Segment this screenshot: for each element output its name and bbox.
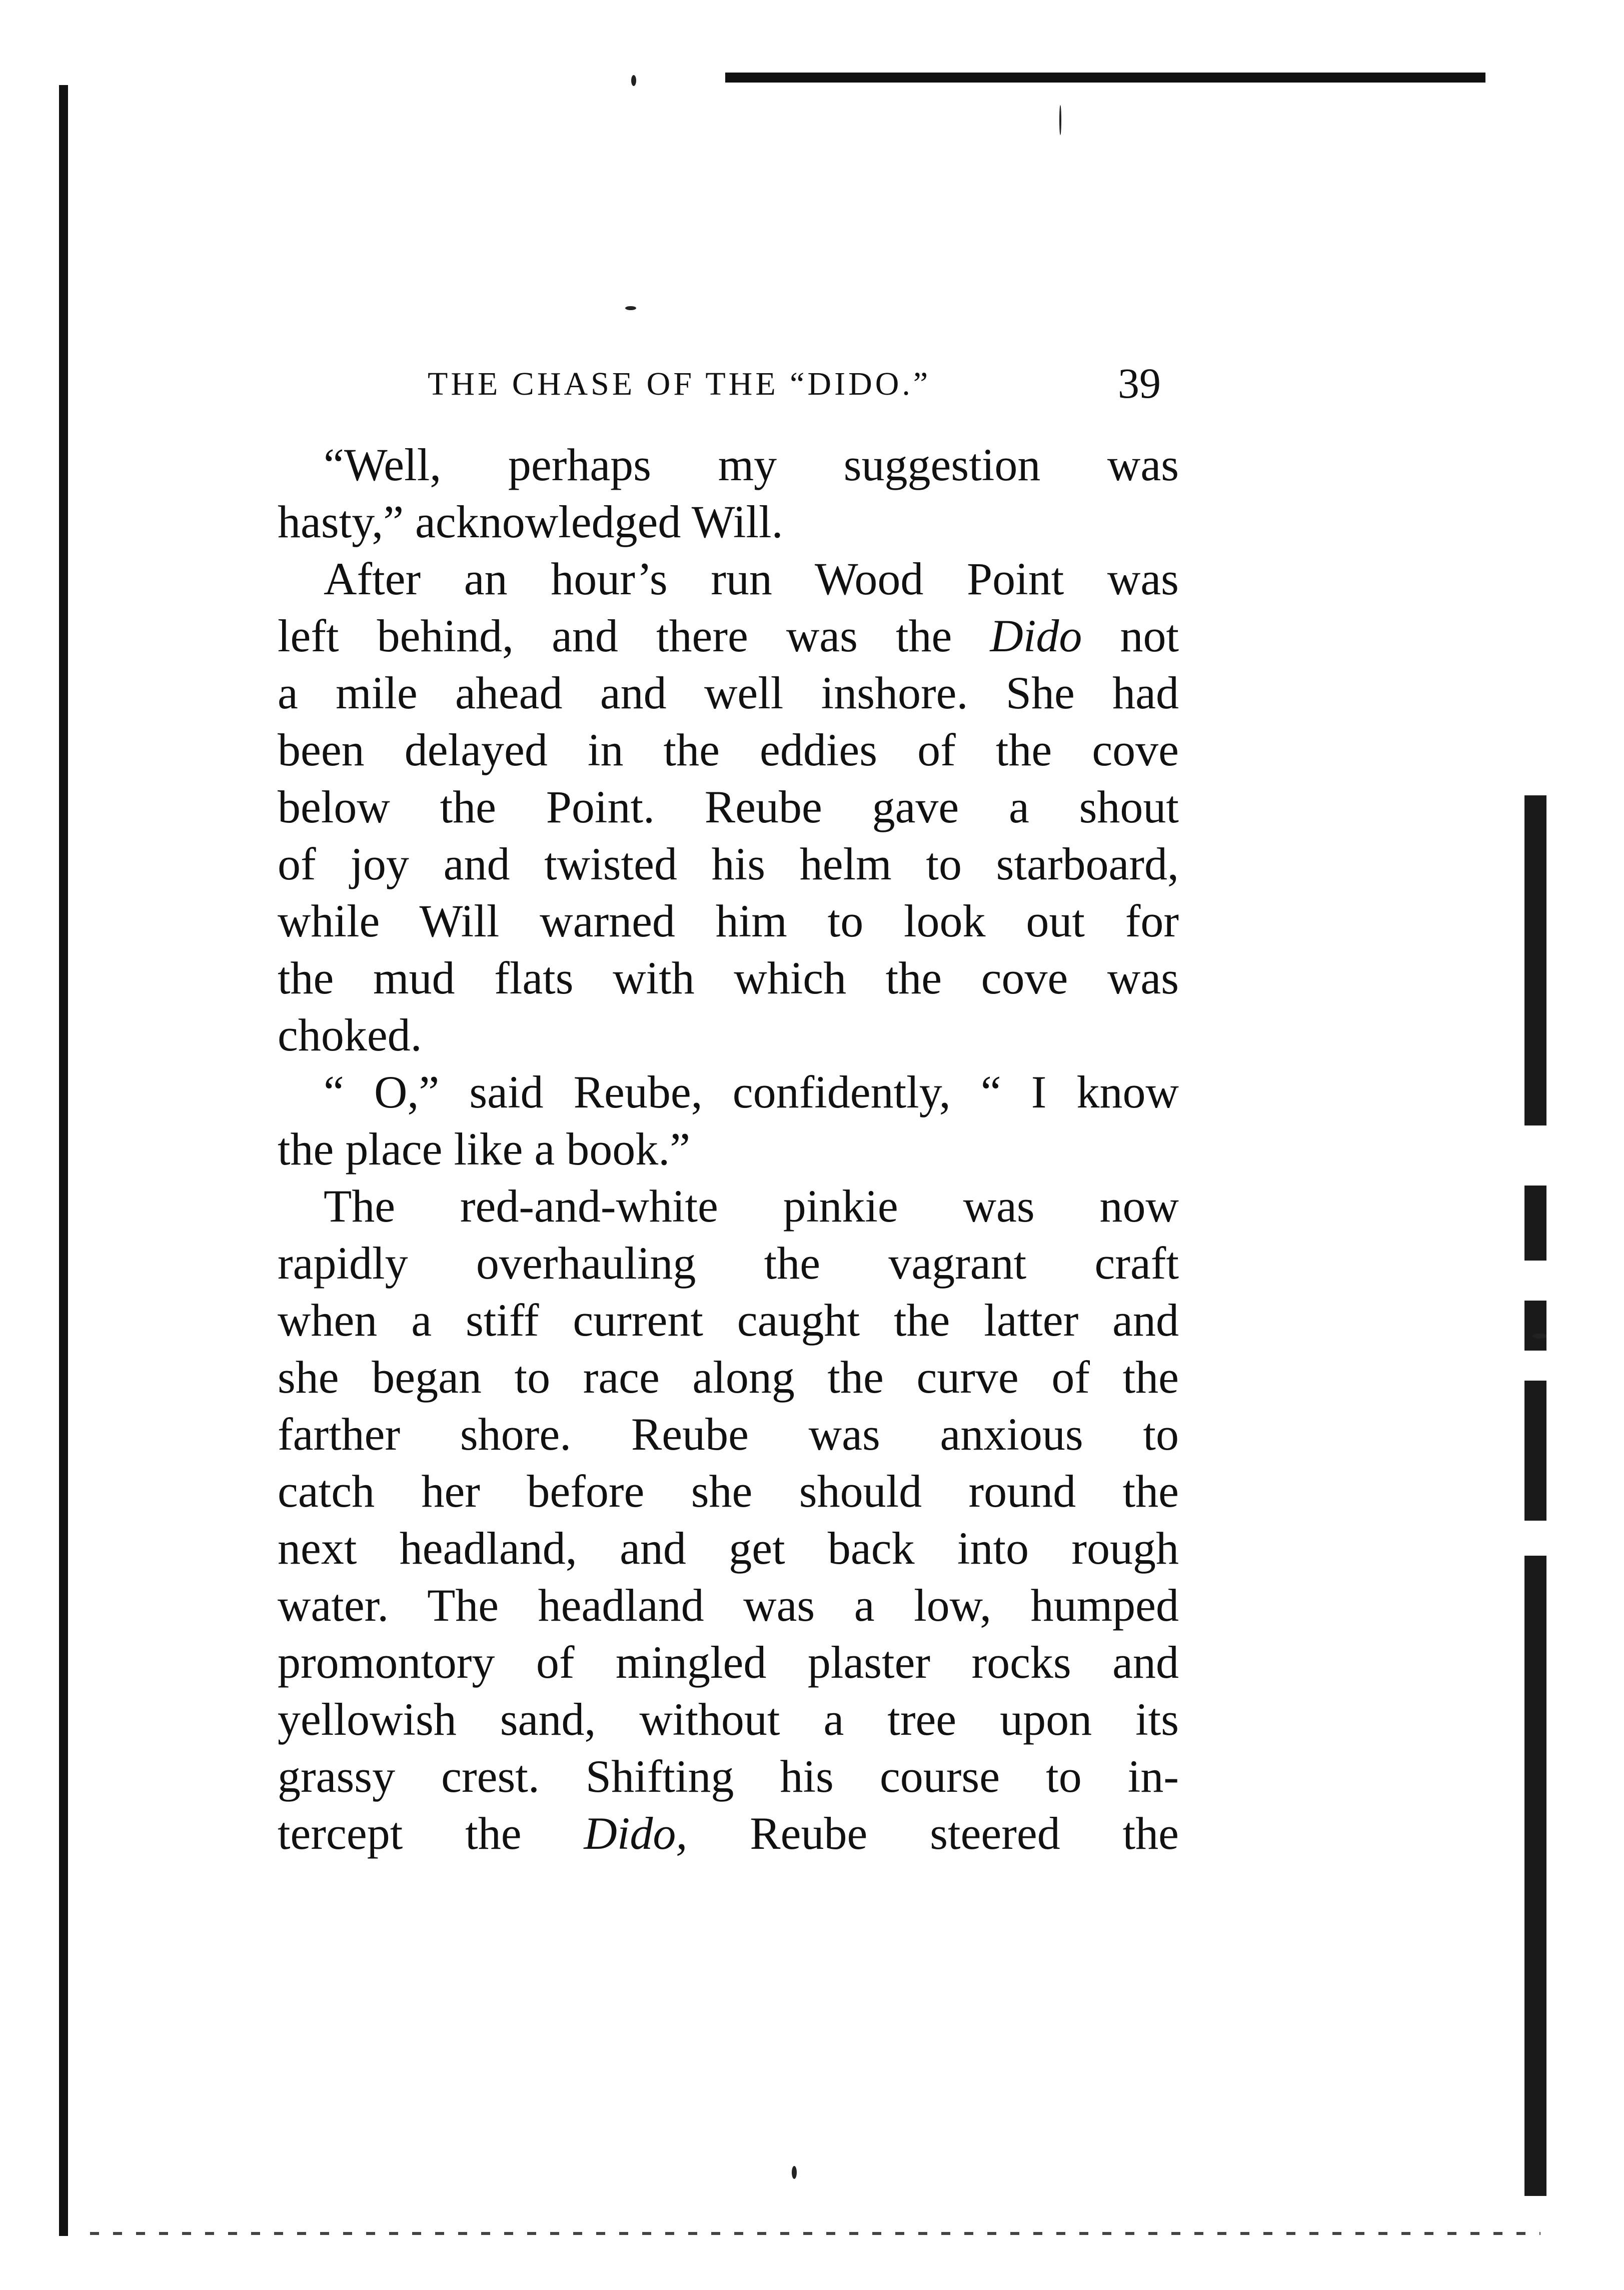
scan-speck	[631, 75, 636, 86]
page-number: 39	[1118, 359, 1161, 407]
text-line	[278, 949, 1179, 1006]
text-line-segment: the place like a book.”	[278, 1123, 691, 1175]
text-line-segment: farther shore. Reube was anxious to	[278, 1409, 1179, 1460]
text-line-segment: a mile ahead and well inshore. She had	[278, 667, 1179, 718]
text-line-segment: she began to race along the curve of the	[278, 1352, 1179, 1403]
scan-left-edge	[59, 85, 68, 2236]
text-line-segment: rapidly overhauling the vagrant craft	[278, 1238, 1179, 1289]
text-line	[278, 1406, 1179, 1463]
text-line-segment: yellowish sand, without a tree upon its	[278, 1694, 1179, 1745]
text-line-segment: tercept the	[278, 1808, 584, 1859]
text-line	[278, 1120, 1179, 1178]
text-line	[278, 607, 1179, 664]
text-line-segment: when a stiff current caught the latter and	[278, 1295, 1179, 1346]
text-line	[278, 1520, 1179, 1577]
text-line-segment: grassy crest. Shifting his course to in-	[278, 1751, 1179, 1802]
text-line-segment: After an hour’s run Wood Point was	[324, 553, 1179, 604]
text-line-segment: hasty,” acknowledged Will.	[278, 496, 783, 547]
text-line	[278, 1178, 1179, 1235]
body-text	[278, 436, 1179, 1862]
text-line	[278, 1006, 1179, 1063]
text-line	[278, 892, 1179, 949]
text-line-segment: of joy and twisted his helm to starboard,	[278, 838, 1179, 889]
text-line	[278, 1292, 1179, 1349]
text-line-segment: catch her before she should round the	[278, 1466, 1179, 1517]
text-line	[278, 1235, 1179, 1292]
text-line	[278, 1063, 1179, 1120]
italic-ship-name: Dido	[990, 610, 1082, 661]
scan-right-edge-gap	[1520, 1521, 1550, 1556]
text-line	[278, 1634, 1179, 1691]
text-line-segment: not	[1082, 610, 1179, 661]
text-line	[278, 1805, 1179, 1862]
text-line	[278, 778, 1179, 835]
text-line-segment: water. The headland was a low, humped	[278, 1580, 1179, 1631]
text-line-segment: “ O,” said Reube, confidently, “ I know	[324, 1066, 1179, 1117]
scan-speck	[1532, 1334, 1546, 1339]
scan-right-edge-gap	[1520, 1125, 1550, 1186]
scan-right-edge	[1524, 795, 1546, 2196]
text-line	[278, 721, 1179, 778]
text-line-segment: The red-and-white pinkie was now	[324, 1181, 1179, 1232]
text-line	[278, 664, 1179, 721]
text-line	[278, 1349, 1179, 1406]
text-line-segment: promontory of mingled plaster rocks and	[278, 1637, 1179, 1688]
scan-bottom-edge	[90, 2232, 1540, 2235]
text-line	[278, 1691, 1179, 1748]
text-line	[278, 1577, 1179, 1634]
text-line-segment: while Will warned him to look out for	[278, 895, 1179, 946]
text-line-segment: next headland, and get back into rough	[278, 1523, 1179, 1574]
scan-right-edge-gap	[1520, 1261, 1550, 1301]
text-line-segment: Reube steered the	[687, 1808, 1179, 1859]
text-line-segment: choked.	[278, 1009, 422, 1060]
scan-right-edge-gap	[1520, 1351, 1550, 1381]
text-line-segment: below the Point. Reube gave a shout	[278, 781, 1179, 832]
text-line	[278, 1748, 1179, 1805]
scan-speck	[625, 306, 636, 310]
text-line-segment: “Well, perhaps my suggestion was	[324, 439, 1179, 490]
text-line	[278, 550, 1179, 607]
text-line	[278, 1463, 1179, 1520]
scan-speck	[792, 2166, 797, 2179]
text-line	[278, 493, 1179, 550]
scan-speck	[1059, 105, 1061, 135]
text-line-segment: the mud flats with which the cove was	[278, 952, 1179, 1003]
text-line-segment: been delayed in the eddies of the cove	[278, 724, 1179, 775]
italic-ship-name: Dido,	[584, 1808, 688, 1859]
running-head: THE CHASE OF THE “DIDO.”	[428, 366, 931, 402]
scan-top-edge	[725, 73, 1485, 83]
text-line	[278, 835, 1179, 892]
text-line	[278, 436, 1179, 493]
text-line-segment: left behind, and there was the	[278, 610, 990, 661]
